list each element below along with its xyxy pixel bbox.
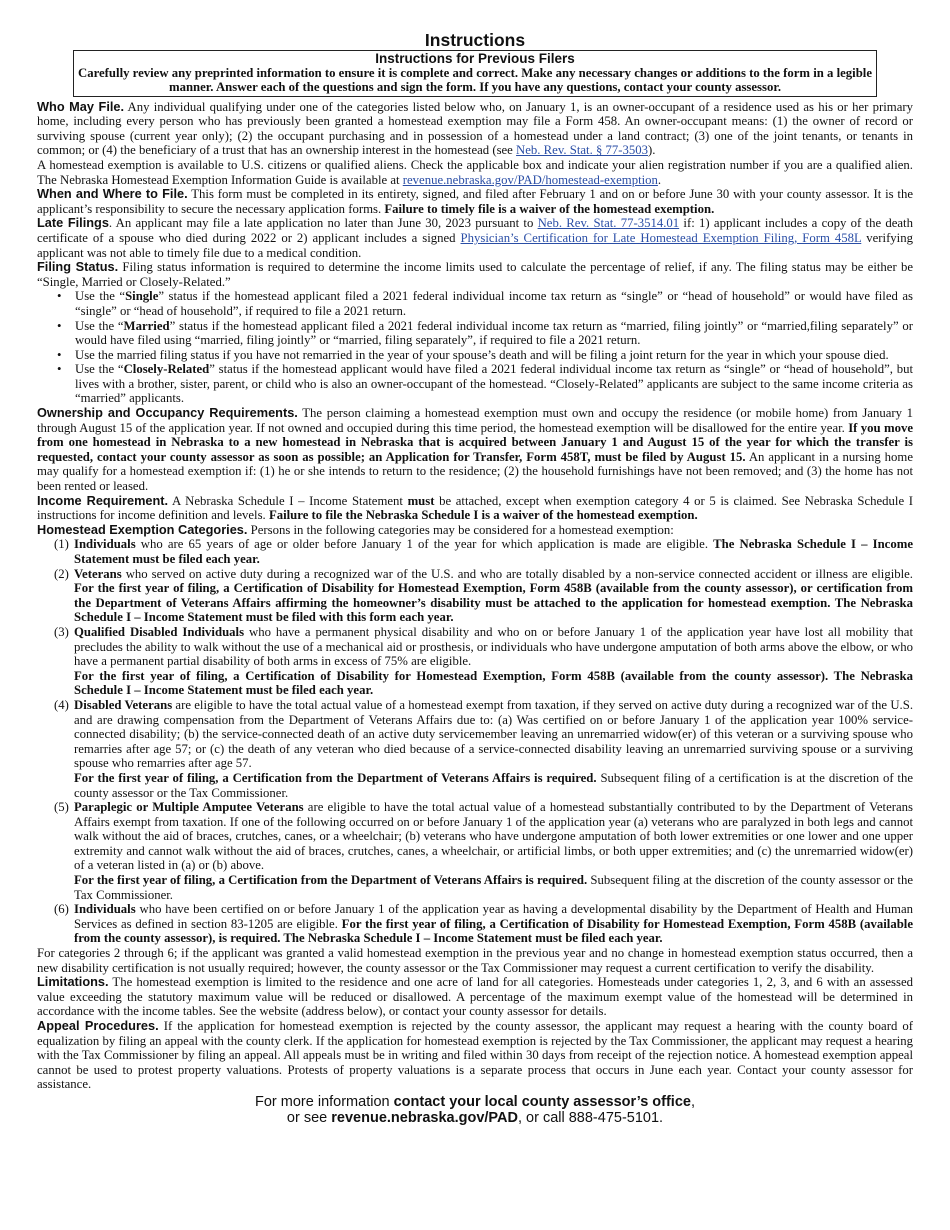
footer-text: , or call 888-475-5101. <box>517 1110 664 1127</box>
who-may-file-text: Any individual qualifying under one of the categories listed below who, on January 1, is an owner-occupant of a residence used as his or her primary home, including every person who has previously been granted a homestead exemption may file a Form 458. An owner-occupant means: (1) the owner of record or surviving spouse (current year only); (2) the occupant purchasing and in possession of a homestead under a land contract; (3) one of the joint tenants, or tenants in common; or (4) the beneficiary of a trust that has an ownership interest in the homestead (see <box>37 99 913 158</box>
income-must: must <box>407 493 435 508</box>
when-where-warning: Failure to timely file is a waiver of the homestead exemption. <box>384 201 715 216</box>
when-where-text: This form must be completed in its entirety, signed, and filed after February 1 and on or before June 30 with your county assessor. It is the applicant’s responsibility to secure the necessary application forms. <box>37 187 914 216</box>
income-section <box>37 494 913 523</box>
income-heading: Income Requirement. <box>37 492 169 508</box>
category-item-2 <box>37 567 913 625</box>
bullet-icon: • <box>57 362 62 377</box>
citizenship-text: A homestead exemption is available to U.S. citizens or qualified aliens. Check the applicable box and indicate your alien registration number if you are a qualified alien. The Nebraska Homestead Exemption Information Guide is available at <box>37 157 913 187</box>
appeal-text: If the application for homestead exemption is rejected by the county assessor, the applicant may request a hearing with the county board of equalization by filing an appeal with the county clerk. If the application for homestead exemption is rejected by the Tax Commissioner, the applicant may request a hearing with the Tax Commissioner by filing an appeal. All appeals must be in writing and filed within 30 days from receipt of the rejection notice. A homestead exemption appeal cannot be used to protest property valuations. Protests of property valuations is a separate process that occurs in June each year. Contact your county assessor for assistance. <box>37 1019 914 1092</box>
appeal-section <box>37 1019 913 1092</box>
list-item <box>37 319 913 348</box>
list-item <box>37 348 913 363</box>
category-number: (6) <box>54 902 69 917</box>
bullet-text: ” status if the homestead applicant filed a 2021 federal individual income tax return as “single” or “head of household” or would have filed as “single” or “head of household”, if required to file a 2021 return. <box>75 289 913 318</box>
citizenship-paragraph <box>37 158 913 187</box>
category-number: (5) <box>54 800 69 815</box>
box-title: Instructions for Previous Filers <box>375 51 575 66</box>
statute-link-77-3514[interactable]: Neb. Rev. Stat. 77-3514.01 <box>537 216 680 231</box>
category-item-3 <box>37 625 913 698</box>
categories-heading: Homestead Exemption Categories. <box>37 521 248 537</box>
bullet-icon: • <box>57 347 62 362</box>
category-lead: Veterans <box>74 566 122 581</box>
filing-status-list <box>37 289 913 406</box>
footer-website: revenue.nebraska.gov/PAD <box>331 1110 518 1127</box>
footer-line-1 <box>37 1094 913 1111</box>
category-text: are eligible to have the total actual value of a homestead substantially contributed to by the Department of Veterans Affairs exempt from taxation. If one of the following occurred on or before January 1 of the application year (a) veterans who are paralyzed in both legs and cannot walk without the aid of braces, crutches, canes, or a wheelchair; (b) veterans who have undergone amputation of both lower extremities or one lower and one upper extremity and cannot walk without the aid of braces, crutches, canes, a wheelchair, or artificial limbs, or both upper extremities; and (c) the unremarried widow(er) of a veteran listed in (a) or (b) above. <box>74 800 914 873</box>
category-item-5 <box>37 800 913 902</box>
ownership-heading: Ownership and Occupancy Requirements. <box>37 405 298 421</box>
footer-text: , <box>690 1093 695 1110</box>
category-text: who have a permanent physical disability and who on or before January 1 of the application year have lost all mobility that precludes the ability to walk without the use of a mechanical aid or prosthesis, or individuals who have undergone amputation of both arms above the elbow, or who have a permanent partial disability of both arms in excess of 75% are eligible. <box>74 624 913 669</box>
box-text: Carefully review any preprinted information to ensure it is complete and correct. Make any necessary changes or additions to the form in a legible manner. Answer each of the questions and sign the form. If you have any questions, contact your county assessor. <box>78 66 872 95</box>
bullet-text: Use the “ <box>75 318 124 333</box>
previous-filers-box <box>73 50 877 97</box>
who-may-file-section <box>37 100 913 158</box>
category-number: (2) <box>54 566 69 581</box>
category-lead: Paraplegic or Multiple Amputee Veterans <box>74 800 304 815</box>
late-filings-heading: Late Filings <box>37 215 109 231</box>
list-item <box>37 362 913 406</box>
list-item <box>37 289 913 318</box>
ownership-end: An applicant in a nursing home may qualify for a homestead exemption if: (1) he or she intends to return to the residence; (2) the household furnishings have not been removed; and (3) the home has not been rented or leased. <box>37 449 913 494</box>
late-filings-text-1: . An applicant may file a late application no later than June 30, 2023 pursuant to <box>108 216 538 231</box>
category-extra-text: Subsequent filing of a certification is at the discretion of the county assessor or the Tax Commissioner. <box>74 770 913 800</box>
filing-status-heading: Filing Status. <box>37 259 119 275</box>
categories-list <box>37 537 913 946</box>
category-lead: Individuals <box>74 902 136 917</box>
limitations-text: The homestead exemption is limited to the residence and one acre of land for all categories. Homesteads under categories 1, 2, 3, and 6 with an assessed value exceeding the statutory maximum value will be reduced or disallowed. A percentage of the maximum exempt value of the homestead will be determined in accordance with the income tables. See the website (address below), or contact your county assessor for details. <box>37 975 913 1019</box>
appeal-heading: Appeal Procedures. <box>37 1018 159 1033</box>
bullet-text: ” status if the homestead applicant filed a 2021 federal individual income tax return as “married, filing jointly” or “married,filing separately” or would have filed using “married, filing jointly” or “married, filing separately”, if required to file a 2021 return. <box>75 318 913 348</box>
bullet-bold: Closely-Related <box>123 362 210 377</box>
bullet-text: Use the “ <box>75 289 126 304</box>
limitations-heading: Limitations. <box>37 974 109 990</box>
category-lead: Disabled Veterans <box>74 697 173 712</box>
category-number: (4) <box>54 697 69 712</box>
when-where-heading: When and Where to File. <box>37 186 188 202</box>
bullet-icon: • <box>57 318 62 333</box>
instructions-page <box>37 30 913 1127</box>
footer-text: or see <box>286 1110 332 1127</box>
footer-line-2 <box>37 1110 913 1127</box>
page-title: Instructions <box>424 30 526 50</box>
citizenship-end: . <box>657 172 662 187</box>
bullet-bold: Single <box>125 289 159 304</box>
filing-status-section <box>37 260 913 289</box>
footer-bold: contact your local county assessor’s office <box>393 1093 691 1110</box>
category-text: who have been certified on or before January 1 of the application year as having a developmental disability by the Department of Health and Human Services as defined in section 83-1205 are eligible. <box>74 902 913 931</box>
who-may-file-heading: Who May File. <box>37 98 125 114</box>
late-filings-text-2: if: 1) applicant includes a copy of the death certificate of a spouse who died during 2022 or 2) applicant includes a signed <box>37 216 913 245</box>
footer-contact <box>37 1094 913 1127</box>
category-requirement: For the first year of filing, a Certification from the Department of Veterans Affairs is required. <box>74 873 588 888</box>
bullet-text: Use the “ <box>75 362 124 377</box>
category-lead: Qualified Disabled Individuals <box>74 624 245 639</box>
category-extra-text: Subsequent filing at the discretion of the county assessor or the Tax Commissioner. <box>74 873 913 902</box>
ownership-section <box>37 406 913 494</box>
bullet-text: ” status if the homestead applicant would have filed a 2021 federal individual income tax return as “single” or “head of household”, but lives with a brother, sister, parent, or child who is also an owner-occupant of the homestead. “Closely-Related” applicants are subject to the same income criteria as “married” applicants. <box>75 362 913 406</box>
categories-text: Persons in the following categories may be considered for a homestead exemption: <box>247 522 674 537</box>
late-filings-text-3: verifying applicant was not able to timely file due to a medical condition. <box>37 230 913 260</box>
statute-link-77-3503[interactable]: Neb. Rev. Stat. § 77-3503 <box>516 143 649 158</box>
categories-section <box>37 523 913 538</box>
category-requirement: For the first year of filing, a Certification of Disability for Homestead Exemption, Form 458B (available from the county assessor), is required. The Nebraska Schedule I – Income Statement must be filed each year. <box>74 916 913 946</box>
homestead-guide-link[interactable]: revenue.nebraska.gov/PAD/homestead-exemption <box>402 172 658 187</box>
category-requirement: For the first year of filing, a Certification from the Department of Veterans Affairs is required. <box>74 770 597 785</box>
limitations-section <box>37 975 913 1019</box>
category-item-1 <box>37 537 913 566</box>
category-requirement: The Nebraska Schedule I – Income Statement must be filed each year. <box>74 537 913 566</box>
who-may-file-end: ). <box>648 143 656 158</box>
category-text: are eligible to have the total actual value of a homestead exempt from taxation, if they served on active duty during a recognized war of the U.S. and are drawing compensation from the Department of Veterans Affairs due to: (a) Was certified on or before January 1 of the application year 100% service-connected disability; (b) the service-connected death of an active duty servicemember leaving an unremarried widow(er) of this veteran or a surviving spouse who remarries after age 57; or (c) the death of any veteran who died because of a service-connected disability leaving an unremarried surviving spouse or a surviving spouse who remarries after age 57. <box>74 697 914 771</box>
category-number: (3) <box>54 624 69 639</box>
category-item-6 <box>37 902 913 946</box>
category-text: who served on active duty during a recognized war of the U.S. and who are totally disabled by a non-service connected accident or illness are eligible. <box>121 566 913 581</box>
category-item-4 <box>37 698 913 800</box>
category-requirement: For the first year of filing, a Certification of Disability for Homestead Exemption, Form 458B (available from the county assessor), or certification from the Department of Veterans Affairs affirming the homeowner’s disability must be attached to the application for homestead exemption. The Nebraska Schedule I – Income Statement must be filed with this form each year. <box>74 581 913 625</box>
form-458l-link[interactable]: Physician’s Certification for Late Homestead Exemption Filing, Form 458L <box>460 230 862 245</box>
when-where-section <box>37 187 913 216</box>
category-text: who are 65 years of age or older before January 1 of the year for which application is made are eligible. <box>135 537 714 552</box>
income-text-2: be attached, except when exemption category 4 or 5 is claimed. See Nebraska Schedule I instructions for income definition and levels. <box>37 493 913 523</box>
filing-status-text: Filing status information is required to determine the income limits used to calculate the percentage of relief, if any. The filing status may be either be “Single, Married or Closely-Related.” <box>37 260 913 289</box>
categories-note: For categories 2 through 6; if the applicant was granted a valid homestead exemption in the previous year and no change in homestead exemption status occurred, then a new disability certification is not usually required; however, the county assessor or the Tax Commissioner may request a current certification to verify the disability. <box>37 946 913 975</box>
bullet-icon: • <box>57 289 62 304</box>
ownership-text: The person claiming a homestead exemption must own and occupy the residence (or mobile home) from January 1 through August 15 of the application year. If not owned and occupied during this time period, the homestead exemption will be disallowed for the entire year. <box>37 406 913 435</box>
income-warning: Failure to file the Nebraska Schedule I is a waiver of the homestead exemption. <box>268 508 698 523</box>
category-number: (1) <box>54 537 69 552</box>
category-lead: Individuals <box>74 537 136 552</box>
bullet-text: Use the married filing status if you have not remarried in the year of your spouse’s death and will be filing a joint return for the year in which your spouse died. <box>75 347 889 362</box>
income-text-1: A Nebraska Schedule I – Income Statement <box>168 493 408 508</box>
bullet-bold: Married <box>123 318 170 333</box>
late-filings-section <box>37 216 913 260</box>
footer-text: For more information <box>255 1093 394 1110</box>
ownership-warning: If you move from one homestead in Nebraska to a new homestead in Nebraska that is acquired between January 1 and August 15 of the year for which the transfer is requested, contact your county assessor as soon as possible; an Application for Transfer, Form 458T, must be filed by August 15. <box>37 420 913 464</box>
category-requirement: For the first year of filing, a Certification of Disability for Homestead Exemption, Form 458B (available from the county assessor). The Nebraska Schedule I – Income Statement must be filed each year. <box>74 668 913 698</box>
